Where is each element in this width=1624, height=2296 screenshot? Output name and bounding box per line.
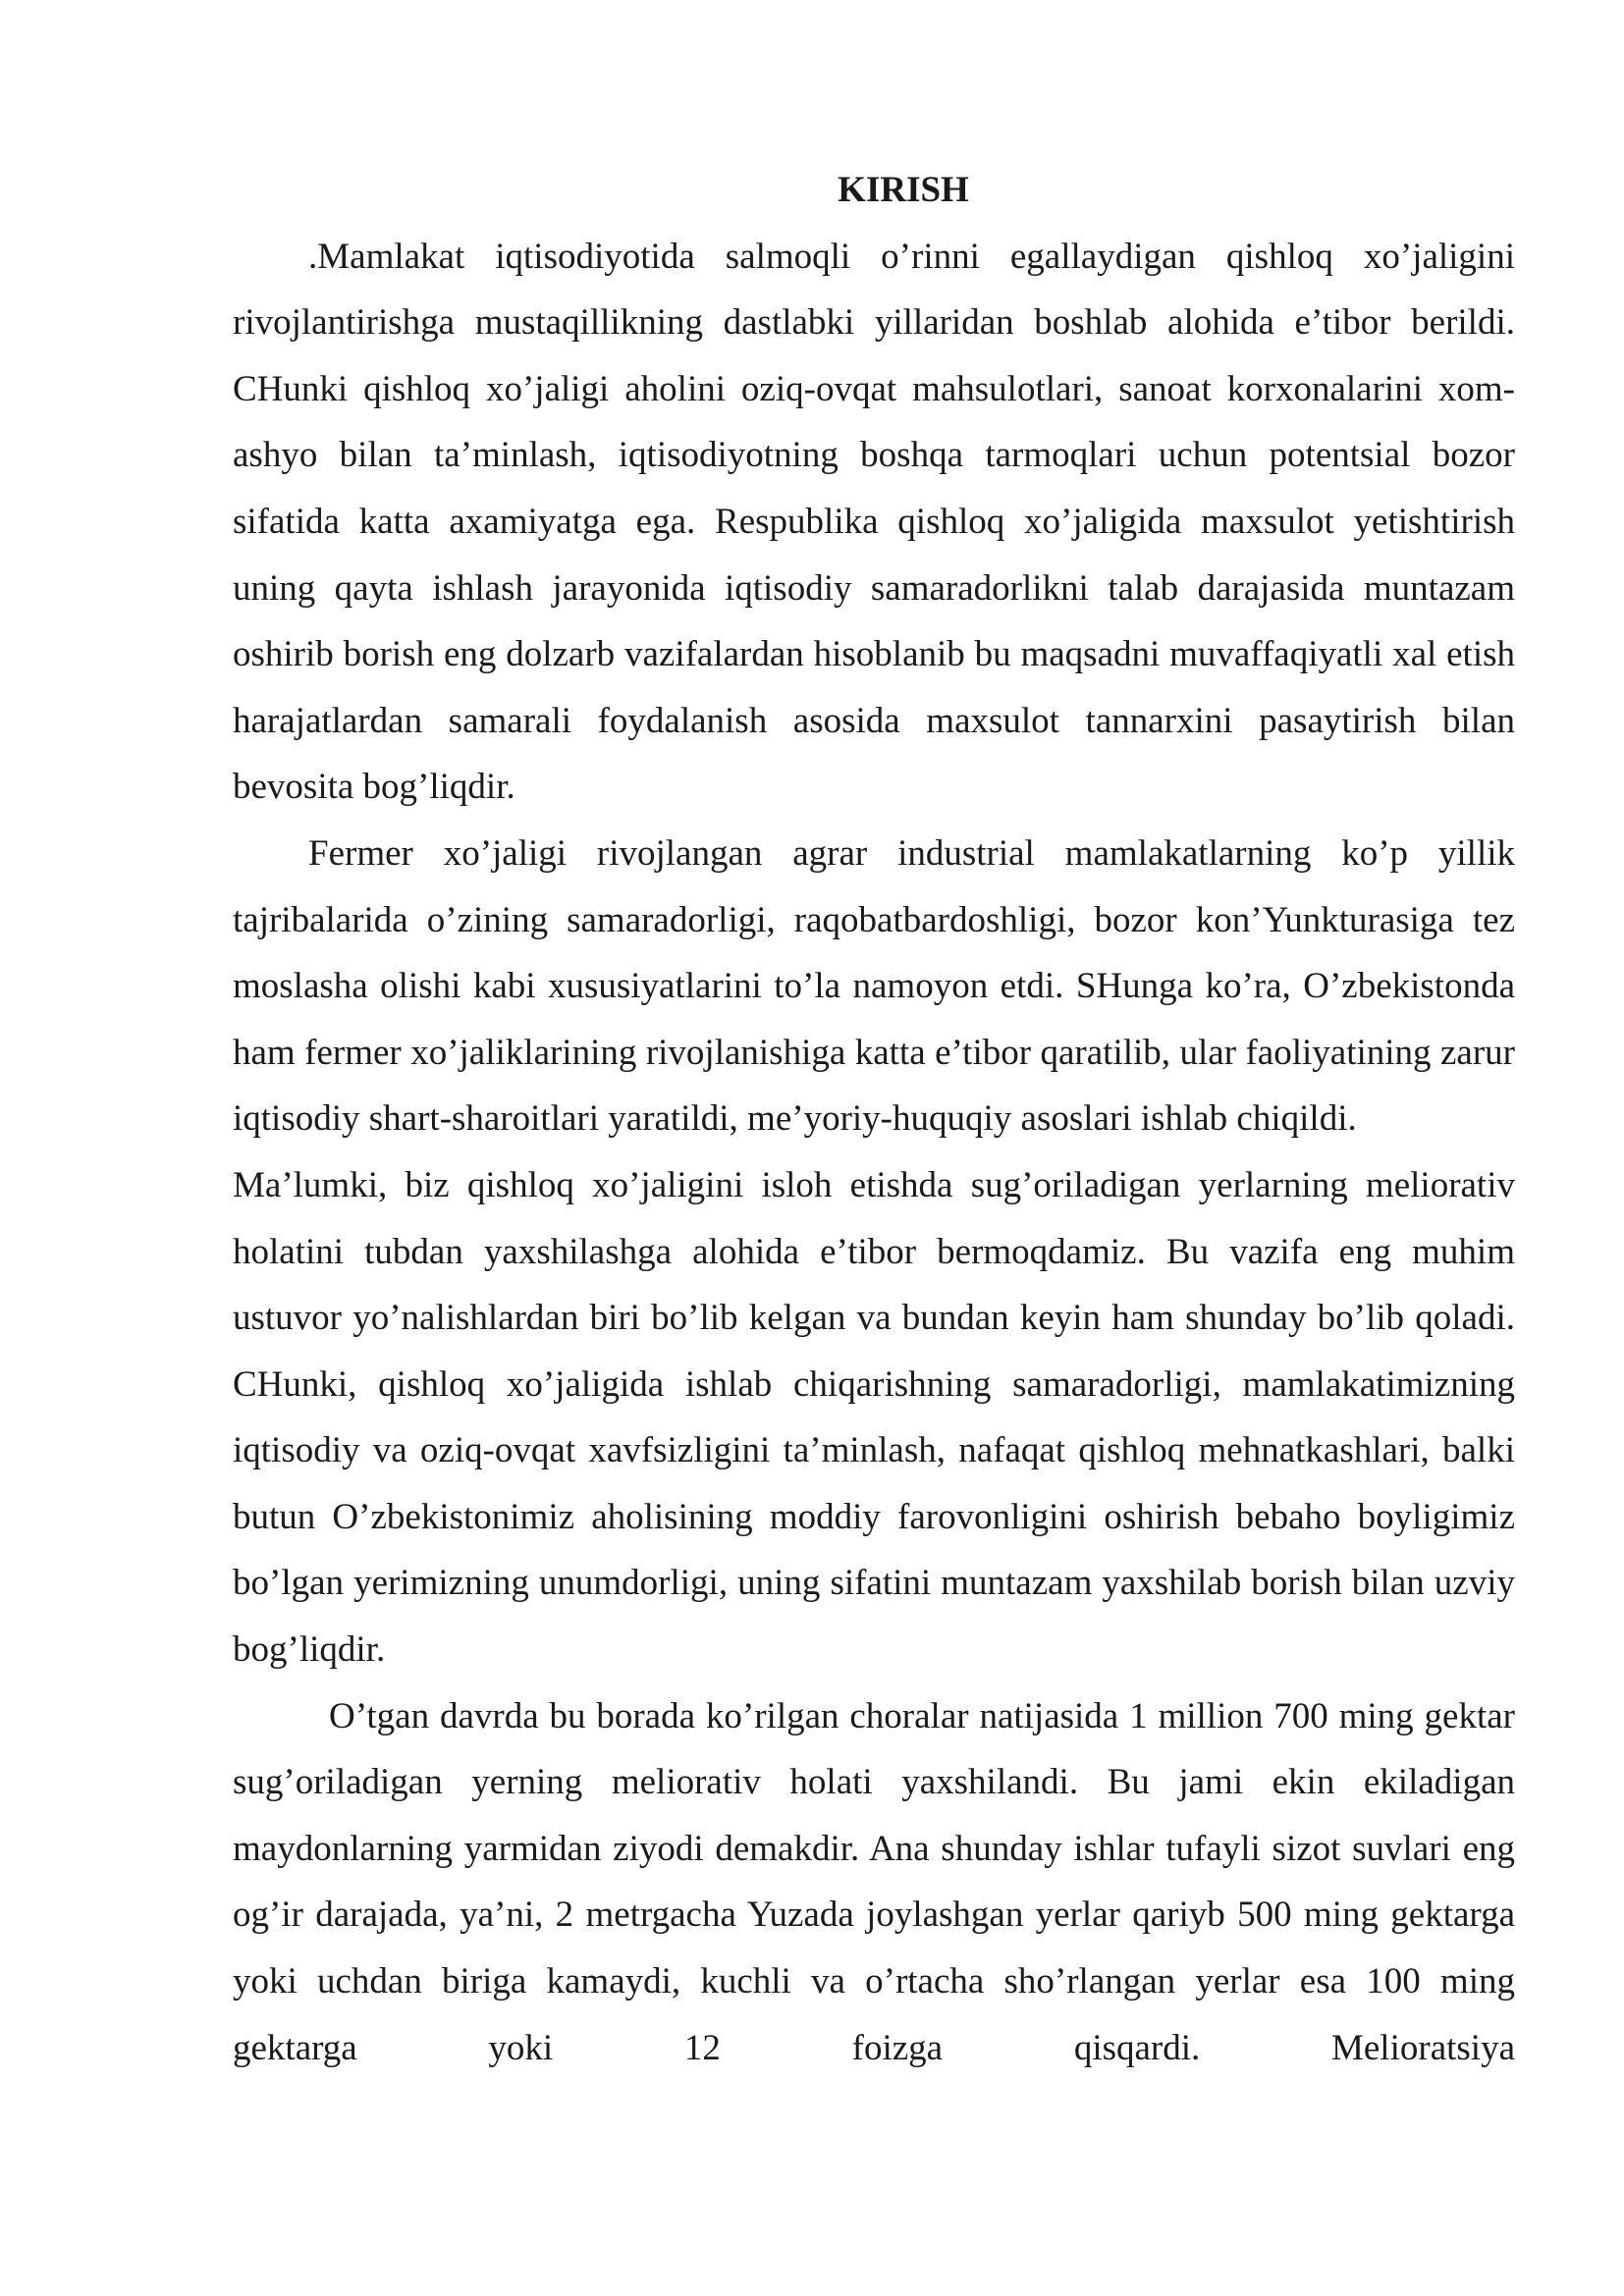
paragraph-1: .Mamlakat iqtisodiyotida salmoqli o’rinni egallaydigan qishloq xo’jaligini rivojlantirishga mustaqillikning dastlabki yillaridan boshlab alohida e’tibor berildi. CHunki qishloq xo’jaligi aholini oziq-ovqat mahsulotlari, sanoat korxonalarini xom-ashyo bilan ta’minlash, iqtisodiyotning boshqa tarmoqlari uchun potentsial bozor sifatida katta axamiyatga ega. Respublika qishloq xo’jaligida maxsulot yetishtirish uning qayta ishlash jarayonida iqtisodiy samaradorlikni talab darajasida muntazam oshirib borish eng dolzarb vazifalardan hisoblanib bu maqsadni muvaffaqiyatli xal etish harajatlardan samarali foydalanish asosida maxsulot tannarxini pasaytirish bilan bevosita bog’liqdir. xyxy=(233,236,1515,808)
paragraph-2: Fermer xo’jaligi rivojlangan agrar industrial mamlakatlarning ko’p yillik tajribalarida o’zining samaradorligi, raqobatbardoshligi, bozor kon’Yunkturasiga tez moslasha olishi kabi xususiyatlarini to’la namoyon etdi. SHunga ko’ra, O’zbekistonda ham fermer xo’jaliklarining rivojlanishiga katta e’tibor qaratilib, ular faoliyatining zarur iqtisodiy shart-sharoitlari yaratildi, me’yoriy-huquqiy asoslari ishlab chiqildi. xyxy=(233,832,1515,1140)
page-title: KIRISH xyxy=(838,170,969,210)
paragraph-3: Ma’lumki, biz qishloq xo’jaligini isloh etishda sug’oriladigan yerlarning meliorativ holatini tubdan yaxshilashga alohida e’tibor bermoqdamiz. Bu vazifa eng muhim ustuvor yo’nalishlardan biri bo’lib kelgan va bundan keyin ham shunday bo’lib qoladi. CHunki, qishloq xo’jaligida ishlab chiqarishning samaradorligi, mamlakatimizning iqtisodiy va oziq-ovqat xavfsizligini ta’minlash, nafaqat qishloq mehnatkashlari, balki butun O’zbekistonimiz aholisining moddiy farovonligini oshirish bebaho boyligimiz bo’lgan yerimizning unumdorligi, uning sifatini muntazam yaxshilab borish bilan uzviy bog’liqdir. xyxy=(233,1164,1515,1671)
paragraph-4: O’tgan davrda bu borada ko’rilgan choralar natijasida 1 million 700 ming gektar sug’oriladigan yerning meliorativ holati yaxshilandi. Bu jami ekin ekiladigan maydonlarning yarmidan ziyodi demakdir. Ana shunday ishlar tufayli sizot suvlari eng og’ir darajada, ya’ni, 2 metrgacha Yuzada joylashgan yerlar qariyb 500 ming gektarga yoki uchdan biriga kamaydi, kuchli va o’rtacha sho’rlangan yerlar esa 100 ming gektarga yoki 12 foizga qisqardi. Melioratsiya xyxy=(233,1695,1515,2068)
document-body xyxy=(233,157,1515,2081)
